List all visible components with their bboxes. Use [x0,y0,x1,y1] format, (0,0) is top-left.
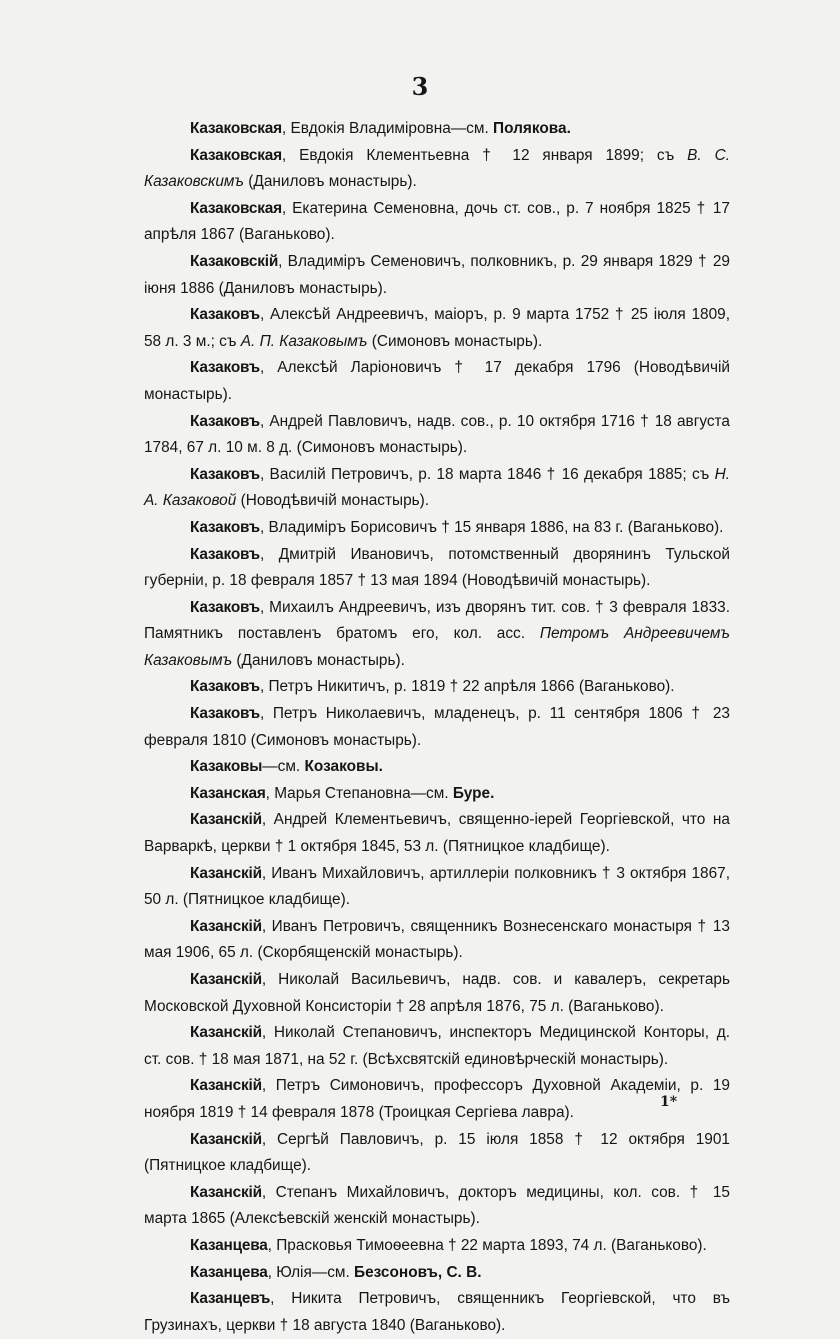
entry-text: , Николай Степановичъ, инспекторъ Медицинской Конторы, д. ст. сов. † 18 мая 1871, на 52 г. (Всѣхсвятскій единовѣрческій монастырь). [144,1024,730,1068]
entry-surname: Казанцева [190,1263,268,1281]
entry [144,781,730,808]
entry-surname: Казаковы [190,758,263,776]
entry-text: (Даниловъ монастырь). [244,173,417,191]
entry-text: , Дмитрій Ивановичъ, потомственный дворянинъ Тульской губерніи, р. 18 февраля 1857 † 13 мая 1894 (Новодѣвичій монастырь). [144,545,730,590]
entry-text: , Андрей Павловичъ, надв. сов., р. 10 октября 1716 † 18 августа 1784, 67 л. 10 м. 8 д. (Симоновъ монастырь). [144,412,730,457]
entry [144,355,730,408]
entry-surname: Казаковъ [190,705,260,723]
entry-surname: Казаковскій [190,252,279,270]
entry-text: , Степанъ Михайловичъ, докторъ медицины, кол. сов. † 15 марта 1865 (Алексѣевскій женскій монастырь). [144,1183,730,1228]
entry-surname: Казаковская [190,146,282,164]
entry [144,1180,730,1233]
entry [144,754,730,781]
entry [144,542,730,595]
entry-list [144,116,730,1339]
entry-text: , Алексѣй Андреевичъ, маіоръ, р. 9 марта 1752 † 25 іюля 1809, 58 л. 3 м.; съ [144,306,730,350]
entry-surname: Казаковская [190,199,282,217]
entry-text: , Сергѣй Павловичъ, р. 15 іюля 1858 † 12 октября 1901 (Пятницкое кладбище). [144,1130,730,1175]
entry-surname: Казанскій [190,971,262,988]
entry-surname: Казаковъ [190,412,260,430]
entry-surname: Казанскій [190,1130,262,1148]
entry [144,196,730,249]
entry-cross-reference: Козаковы. [304,758,383,776]
entry-surname: Казаковъ [190,678,260,696]
entry-text: , Евдокія Владиміровна—см. [281,120,494,137]
entry-surname: Казанскій [190,811,262,829]
entry-surname: Казаковъ [190,518,260,536]
entry-surname: Казаковская [190,120,282,137]
entry-related-person: Н. А. Казаковой [144,465,730,510]
entry [144,595,730,675]
entry-text: , Евдокія Клементьевна † 12 января 1899; съ [281,146,688,164]
entry-surname: Казанскій [190,1183,262,1201]
entry-text: —см. [262,758,305,776]
entry [144,914,730,967]
entry [144,515,730,542]
entry-cross-reference: Безсоновъ, С. В. [354,1263,482,1281]
entry-surname: Казанскій [190,1077,262,1095]
entry [144,1260,730,1287]
entry-related-person: Петромъ Андреевичемъ Казаковымъ [144,625,730,669]
page-number: 3 [411,72,429,101]
entry [144,462,730,515]
entry-surname: Казанскій [190,917,262,935]
entry-surname: Казаковъ [190,598,260,616]
entry [144,409,730,462]
entry-text: , Никита Петровичъ, священникъ Георгіевской, что въ Грузинахъ, церкви † 18 августа 1840 (Ваганьково). [144,1290,730,1334]
entry-text: , Марья Степановна—см. [265,784,453,802]
entry [144,701,730,754]
entry-text: , Алексѣй Ларіоновичъ † 17 декабря 1796 (Новодѣвичій монастырь). [144,359,730,403]
entry [144,116,730,143]
entry [144,1020,730,1073]
entry-text: (Даниловъ монастырь). [232,651,405,669]
entry [144,1233,730,1260]
entry-text: , Андрей Клементьевичъ, священно-іерей Георгіевской, что на Варваркѣ, церкви † 1 октября 1845, 53 л. (Пятницкое кладбище). [144,811,730,856]
entry-related-person: В. С. Казаковскимъ [144,146,730,191]
entry-text: , Петръ Симоновичъ, профессоръ Духовной Академіи, р. 19 ноября 1819 † 14 февраля 1878 (Троицкая Сергіева лавра). [144,1077,730,1121]
entry-text: , Петръ Никитичъ, р. 1819 † 22 апрѣля 1866 (Ваганьково). [259,678,675,696]
entry [144,143,730,196]
entry [144,807,730,860]
entry-text: , Василій Петровичъ, р. 18 марта 1846 † 16 декабря 1885; съ [259,465,715,483]
entry [144,249,730,302]
entry [144,1286,730,1339]
entry-text: , Иванъ Михайловичъ, артиллеріи полковникъ † 3 октября 1867, 50 л. (Пятницкое кладбище). [144,864,730,909]
entry-text: , Михаилъ Андреевичъ, изъ дворянъ тит. сов. † 3 февраля 1833. Памятникъ поставленъ братомъ его, кол. асс. [144,598,730,643]
entry-text: (Симоновъ монастырь). [367,332,543,350]
entry [144,674,730,701]
entry-surname: Казанская [190,784,266,802]
printer-signature-mark: 1* [660,1094,678,1110]
entry-related-person: А. П. Казаковымъ [240,332,368,350]
entry-surname: Казанскій [190,1024,262,1042]
entry-text: , Владиміръ Борисовичъ † 15 января 1886, на 83 г. (Ваганьково). [259,518,724,536]
entry-surname: Казанскій [190,864,262,882]
entry-cross-reference: Буре. [452,784,495,802]
entry-text: , Петръ Николаевичъ, младенецъ, р. 11 сентября 1806 † 23 февраля 1810 (Симоновъ монастырь). [144,705,730,749]
entry-text: (Новодѣвичій монастырь). [236,492,430,510]
entry-text: , Владиміръ Семеновичъ, полковникъ, р. 29 января 1829 † 29 іюня 1886 (Даниловъ монастырь). [144,252,730,297]
entry [144,1073,730,1126]
entry-surname: Казаковъ [190,306,260,324]
entry [144,1127,730,1180]
entry [144,861,730,914]
entry-text: , Юлія—см. [267,1263,355,1281]
entry-text: , Иванъ Петровичъ, священникъ Вознесенскаго монастыря † 13 мая 1906, 65 л. (Скорбященскій монастырь). [144,917,730,962]
entry-surname: Казанцева [190,1236,268,1254]
entry [144,302,730,355]
entry-text: , Прасковья Тимоѳеевна † 22 марта 1893, 74 л. (Ваганьково). [267,1236,707,1254]
entry-surname: Казаковъ [190,359,260,377]
entry [144,967,730,1020]
entry-text: , Екатерина Семеновна, дочь ст. сов., р. 7 ноября 1825 † 17 апрѣля 1867 (Ваганьково). [144,199,730,244]
entry-surname: Казаковъ [190,545,260,563]
entry-cross-reference: Полякова. [493,120,571,137]
entry-text: , Николай Васильевичъ, надв. сов. и кавалеръ, секретарь Московской Духовной Консисторіи † 28 апрѣля 1876, 75 л. (Ваганьково). [144,971,730,1015]
entry-surname: Казаковъ [190,465,260,483]
entry-surname: Казанцевъ [190,1290,271,1308]
